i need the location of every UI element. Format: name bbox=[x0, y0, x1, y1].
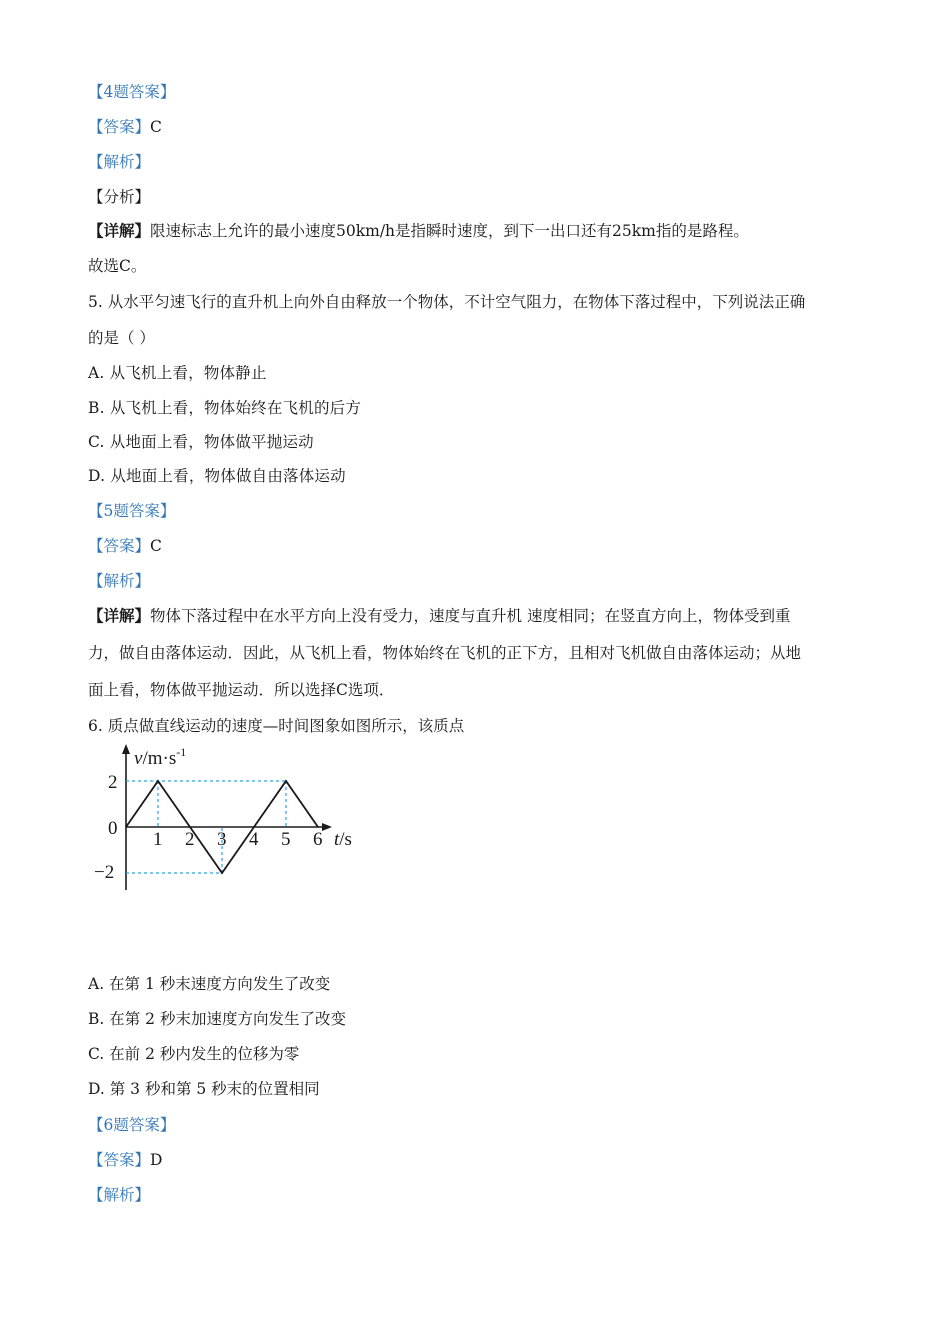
q5-option-c: C. 从地面上看，物体做平抛运动 bbox=[88, 433, 314, 451]
q4-answer-header: 【4题答案】 bbox=[88, 83, 176, 101]
detail-tag: 【详解】 bbox=[88, 221, 151, 240]
q5-detail-line3: 面上看，物体做平抛运动．所以选择C选项． bbox=[88, 681, 395, 699]
x-axis-arrow bbox=[322, 823, 332, 831]
graph-point bbox=[221, 872, 223, 874]
q5-stem-line2: 的是（ ） bbox=[88, 329, 155, 347]
q5-answer-header: 【5题答案】 bbox=[88, 502, 176, 520]
y-tick-2: 2 bbox=[108, 772, 118, 793]
q5-stem-line1: 5. 从水平匀速飞行的直升机上向外自由释放一个物体，不计空气阻力，在物体下落过程中，下列说法正确 bbox=[88, 293, 806, 311]
q5-detail-line2: 力，做自由落体运动．因此，从飞机上看，物体始终在飞机的正下方，且相对飞机做自由落体运动；从地 bbox=[88, 644, 802, 662]
x-tick-4: 4 bbox=[249, 829, 259, 850]
q5-option-b: B. 从飞机上看，物体始终在飞机的后方 bbox=[88, 399, 362, 417]
graph-point bbox=[285, 780, 287, 782]
graph-point bbox=[125, 826, 127, 828]
graph-point bbox=[253, 826, 255, 828]
q6-option-a: A. 在第 1 秒末速度方向发生了改变 bbox=[88, 975, 331, 993]
y-tick-neg2: −2 bbox=[94, 862, 115, 883]
y-axis-arrow bbox=[122, 744, 130, 754]
q6-answer-header: 【6题答案】 bbox=[88, 1116, 176, 1134]
q5-answer-value: C bbox=[150, 537, 162, 555]
x-tick-5: 5 bbox=[281, 829, 291, 850]
q4-analysis-tag: 【解析】 bbox=[88, 153, 151, 171]
q5-detail-text1: 物体下落过程中在水平方向上没有受力，速度与直升机 速度相同；在竖直方向上，物体受到重 bbox=[150, 607, 791, 625]
q4-detail-line bbox=[88, 221, 749, 241]
y-axis-label: $v/m\cdot s^{-1}$ bbox=[134, 745, 187, 769]
x-tick-6: 6 bbox=[313, 829, 323, 850]
q5-detail-line1 bbox=[88, 606, 790, 626]
answer-tag: 【答案】 bbox=[88, 537, 151, 555]
graph-point bbox=[157, 780, 159, 782]
answer-tag: 【答案】 bbox=[88, 1151, 151, 1169]
answer-tag: 【答案】 bbox=[88, 118, 151, 136]
q6-stem: 6. 质点做直线运动的速度—时间图象如图所示，该质点 bbox=[88, 717, 465, 735]
x-tick-2: 2 bbox=[185, 829, 195, 850]
q6-option-c: C. 在前 2 秒内发生的位移为零 bbox=[88, 1045, 300, 1063]
q6-option-d: D. 第 3 秒和第 5 秒末的位置相同 bbox=[88, 1080, 320, 1098]
x-axis-label: t/s bbox=[334, 829, 352, 850]
q5-answer-line bbox=[88, 536, 162, 556]
x-tick-3: 3 bbox=[217, 829, 227, 850]
q4-fenxi-tag: 【分析】 bbox=[88, 188, 151, 206]
q6-answer-line bbox=[88, 1150, 162, 1170]
q6-analysis-tag: 【解析】 bbox=[88, 1186, 151, 1204]
q5-option-d: D. 从地面上看，物体做自由落体运动 bbox=[88, 467, 346, 485]
velocity-time-graph bbox=[88, 738, 378, 898]
q5-option-a: A. 从飞机上看，物体静止 bbox=[88, 364, 267, 382]
q6-option-b: B. 在第 2 秒末加速度方向发生了改变 bbox=[88, 1010, 346, 1028]
y-tick-0: 0 bbox=[108, 818, 118, 839]
graph-point bbox=[317, 826, 319, 828]
x-tick-1: 1 bbox=[153, 829, 163, 850]
x-ticks bbox=[153, 829, 323, 850]
q6-answer-value: D bbox=[150, 1151, 163, 1169]
q4-conclusion: 故选C。 bbox=[88, 257, 147, 275]
graph-point bbox=[189, 826, 191, 828]
q4-answer-line bbox=[88, 117, 162, 137]
q5-analysis-tag: 【解析】 bbox=[88, 572, 151, 590]
detail-tag: 【详解】 bbox=[88, 606, 151, 625]
q4-answer-value: C bbox=[150, 118, 162, 136]
q4-detail-text: 限速标志上允许的最小速度50km/h是指瞬时速度，到下一出口还有25km指的是路程。 bbox=[150, 222, 749, 240]
